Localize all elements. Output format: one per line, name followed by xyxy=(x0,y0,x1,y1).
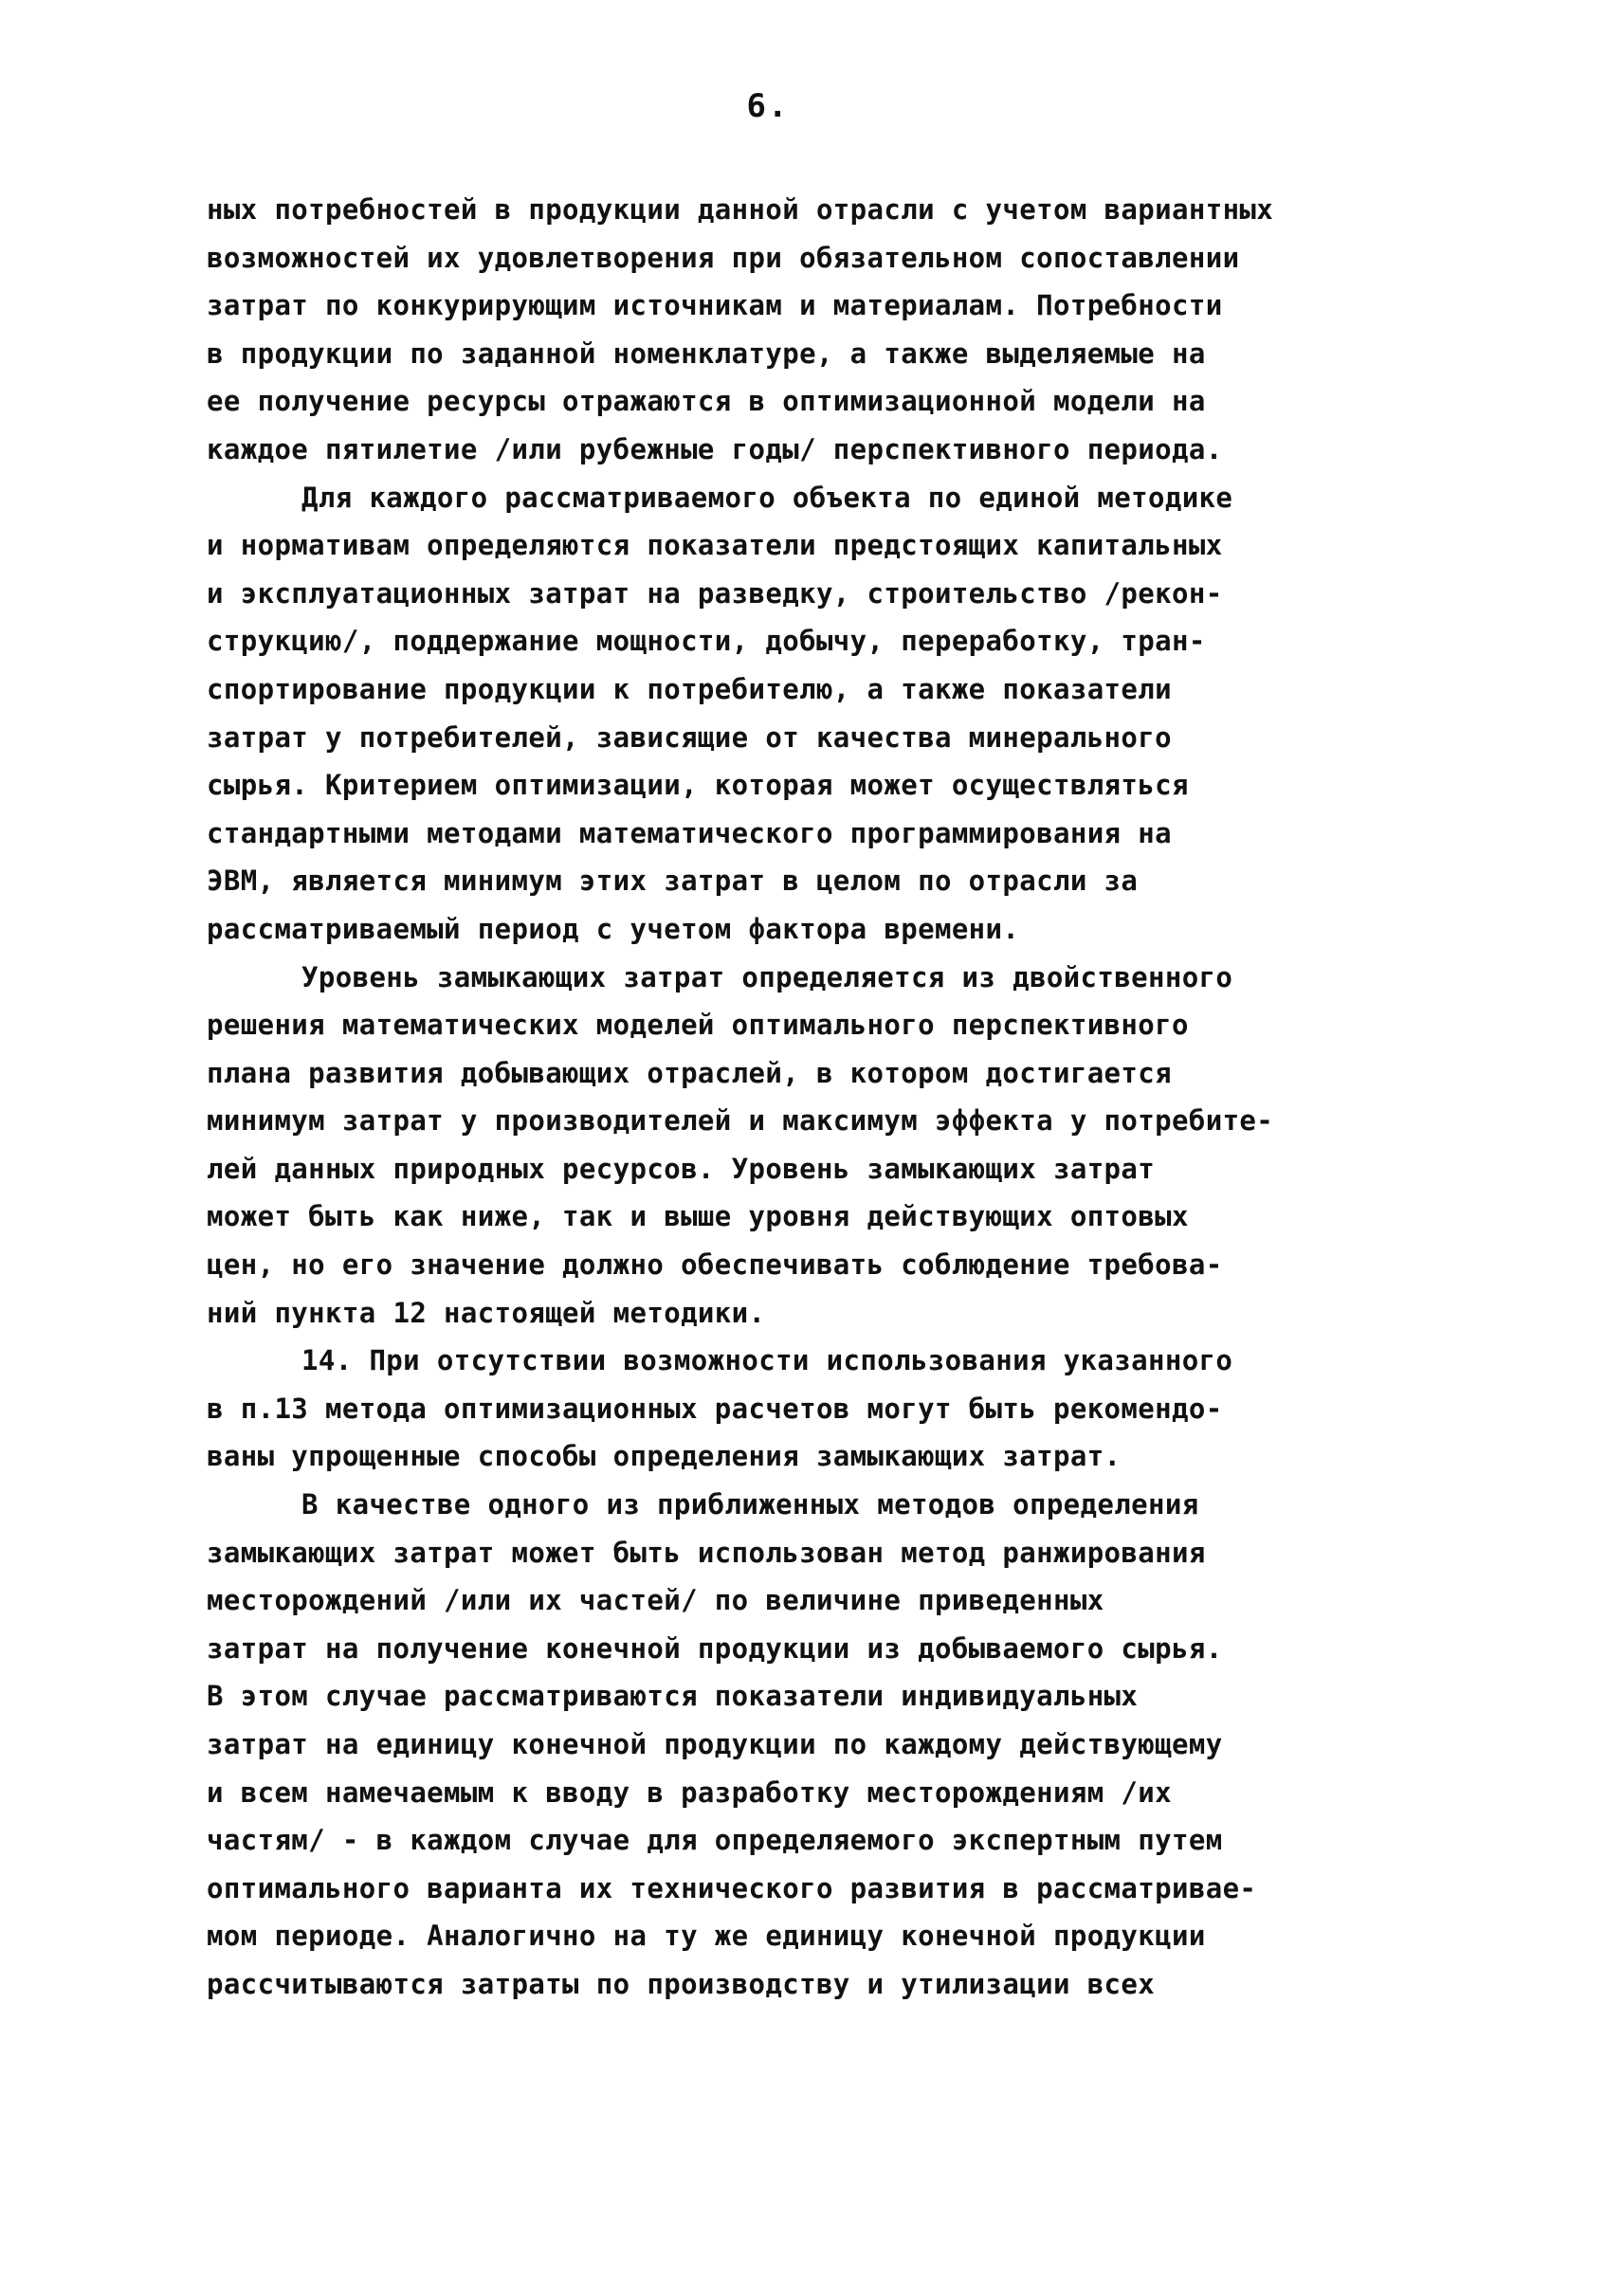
text-line: В этом случае рассматриваются показатели индивидуальных xyxy=(207,1680,1139,1713)
text-line: затрат на получение конечной продукции из добываемого сырья. xyxy=(207,1631,1223,1665)
text-line: месторождений /или их частей/ по величине приведенных xyxy=(207,1584,1104,1617)
text-line: Для каждого рассматриваемого объекта по единой методике xyxy=(301,481,1233,514)
text-line: ЭВМ, является минимум этих затрат в целом по отрасли за xyxy=(207,865,1139,898)
text-line: мом периоде. Аналогично на ту же единицу конечной продукции xyxy=(207,1920,1206,1953)
text-line: минимум затрат у производителей и максимум эффекта у потребите- xyxy=(207,1104,1274,1138)
text-line: ваны упрощенные способы определения замыкающих затрат. xyxy=(207,1440,1122,1473)
text-line: может быть как ниже, так и выше уровня действующих оптовых xyxy=(207,1200,1189,1233)
text-line: ных потребностей в продукции данной отрасли с учетом вариантных xyxy=(207,193,1274,226)
text-line: рассчитываются затраты по производству и утилизации всех xyxy=(207,1967,1156,2000)
text-line: частям/ - в каждом случае для определяемого экспертным путем xyxy=(207,1824,1223,1857)
text-line: затрат на единицу конечной продукции по каждому действующему xyxy=(207,1728,1223,1760)
text-line: и нормативам определяются показатели предстоящих капитальных xyxy=(207,529,1223,562)
text-line: затрат у потребителей, зависящие от качества минерального xyxy=(207,720,1172,754)
paragraph-3 xyxy=(207,954,1430,1338)
text-line: и всем намечаемым к вводу в разработку месторождениям /их xyxy=(207,1776,1172,1809)
text-line: спортирование продукции к потребителю, а также показатели xyxy=(207,672,1172,705)
text-line: ее получение ресурсы отражаются в оптимизационной модели на xyxy=(207,385,1206,418)
text-line: рассматриваемый период с учетом фактора времени. xyxy=(207,912,1020,945)
text-line: В качестве одного из приближенных методов определения xyxy=(301,1488,1199,1521)
paragraph-4 xyxy=(207,1337,1430,1481)
paragraph-5 xyxy=(207,1481,1430,2009)
text-line: и эксплуатационных затрат на разведку, строительство /рекон- xyxy=(207,576,1223,610)
text-line: каждое пятилетие /или рубежные годы/ перспективного периода. xyxy=(207,432,1223,465)
text-line: струкцию/, поддержание мощности, добычу, переработку, тран- xyxy=(207,625,1206,658)
text-line: затрат по конкурирующим источникам и материалам. Потребности xyxy=(207,289,1223,322)
paragraph-2 xyxy=(207,474,1430,954)
text-line: оптимального варианта их технического развития в рассматривае- xyxy=(207,1871,1257,1904)
text-line: Уровень замыкающих затрат определяется из двойственного xyxy=(301,960,1233,993)
text-line: решения математических моделей оптимального перспективного xyxy=(207,1009,1189,1042)
text-line: в продукции по заданной номенклатуре, а также выделяемые на xyxy=(207,337,1206,370)
text-line: цен, но его значение должно обеспечивать соблюдение требова- xyxy=(207,1248,1223,1282)
document-body xyxy=(207,186,1430,2009)
paragraph-1 xyxy=(207,186,1430,474)
text-line: лей данных природных ресурсов. Уровень замыкающих затрат xyxy=(207,1152,1156,1185)
text-line: стандартными методами математического программирования на xyxy=(207,816,1172,849)
text-line: в п.13 метода оптимизационных расчетов могут быть рекомендо- xyxy=(207,1392,1223,1425)
text-line: 14. При отсутствии возможности использования указанного xyxy=(301,1344,1233,1377)
text-line: ний пункта 12 настоящей методики. xyxy=(207,1296,766,1329)
text-line: плана развития добывающих отраслей, в котором достигается xyxy=(207,1056,1172,1089)
text-line: возможностей их удовлетворения при обязательном сопоставлении xyxy=(207,241,1240,274)
page-number: 6. xyxy=(746,87,790,125)
text-line: сырья. Критерием оптимизации, которая может осуществляться xyxy=(207,769,1189,802)
text-line: замыкающих затрат может быть использован метод ранжирования xyxy=(207,1536,1206,1569)
